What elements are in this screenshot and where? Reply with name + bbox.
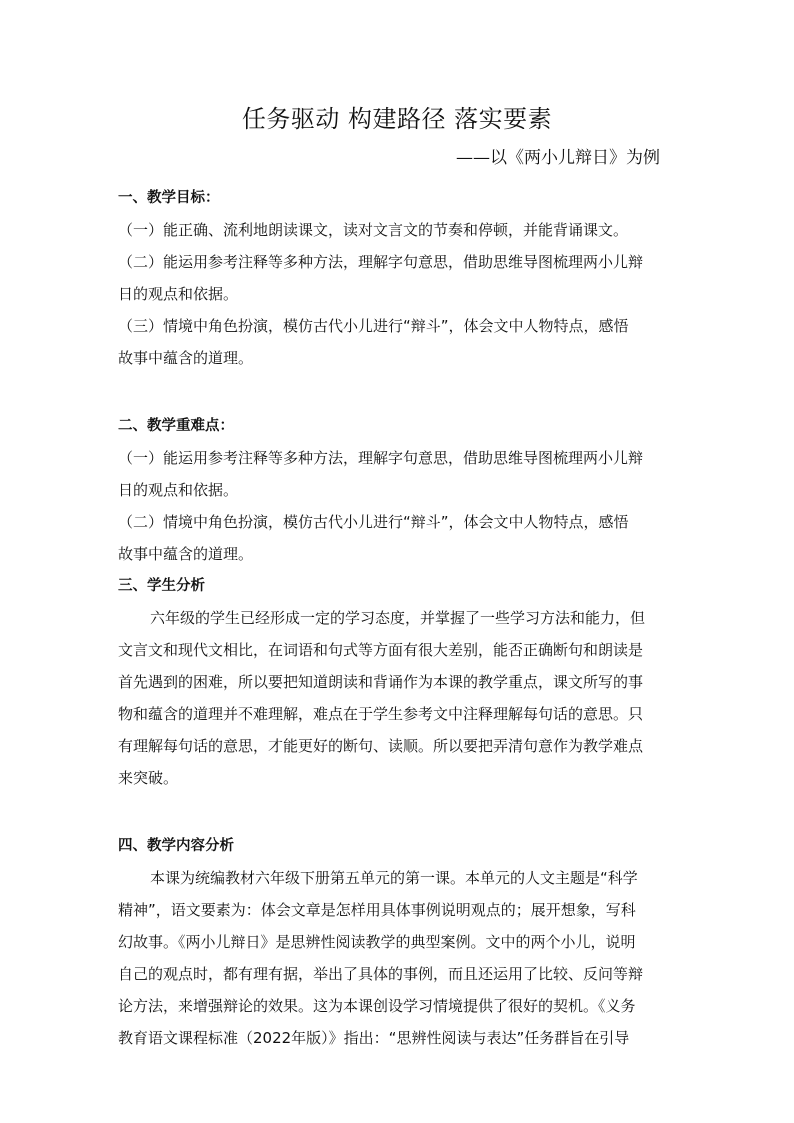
paragraph-line: （一）能正确、流利地朗读课文，读对文言文的节奏和停顿，并能背诵课文。 — [118, 221, 629, 239]
paragraph-line: 论方法，来增强辩论的效果。这为本课创设学习情境提供了很好的契机。《义务 — [118, 997, 636, 1015]
document-title: 任务驱动 构建路径 落实要素 — [241, 105, 553, 133]
section-teaching-goals — [118, 182, 678, 374]
paragraph-line: 六年级的学生已经形成一定的学习态度，并掌握了一些学习方法和能力，但 — [150, 609, 646, 627]
paragraph-line: 本课为统编教材六年级下册第五单元的第一课。本单元的人文主题是“科学 — [150, 869, 638, 887]
paragraph-line: 日的观点和依据。 — [118, 285, 239, 303]
paragraph-line: （三）情境中角色扮演，模仿古代小儿进行“辩斗”，体会文中人物特点，感悟 — [118, 317, 629, 335]
section-student-analysis — [118, 570, 678, 794]
paragraph-line: 文言文和现代文相比，在词语和句式等方面有很大差别，能否正确断句和朗读是 — [118, 641, 644, 659]
paragraph-line: 来突破。 — [118, 769, 179, 787]
paragraph-line: 自己的观点时，都有理有据，举出了具体的事例，而且还运用了比较、反问等辩 — [118, 965, 644, 983]
paragraph-line: 故事中蕴含的道理。 — [118, 545, 254, 563]
paragraph-line: （二）情境中角色扮演，模仿古代小儿进行“辩斗”，体会文中人物特点，感悟 — [118, 513, 629, 531]
paragraph-line: （二）能运用参考注释等多种方法，理解字句意思，借助思维导图梳理两小儿辩 — [118, 253, 644, 271]
section-heading: 三、学生分析 — [118, 578, 205, 594]
paragraph-line: 首先遇到的困难，所以要把知道朗读和背诵作为本课的教学重点，课文所写的事 — [118, 673, 644, 691]
paragraph-line: 物和蕴含的道理并不难理解，难点在于学生参考文中注释理解每句话的意思。只 — [118, 705, 644, 723]
section-key-difficulties — [118, 410, 678, 570]
section-content-analysis — [118, 830, 678, 1054]
section-heading: 二、教学重难点： — [118, 418, 234, 434]
paragraph-line: 教育语文课程标准（2022年版）》指出：“思辨性阅读与表达”任务群旨在引导 — [118, 1029, 630, 1047]
paragraph-line: 有理解每句话的意思，才能更好的断句、读顺。所以要把弄清句意作为教学难点 — [118, 737, 644, 755]
paragraph-line: 故事中蕴含的道理。 — [118, 349, 254, 367]
document-subtitle: ——以《两小儿辩日》为例 — [456, 148, 660, 168]
section-heading: 一、教学目标： — [118, 190, 220, 206]
blank-line — [118, 794, 678, 830]
paragraph-line: （一）能运用参考注释等多种方法，理解字句意思，借助思维导图梳理两小儿辩 — [118, 449, 644, 467]
document-body — [118, 182, 678, 1054]
paragraph-line: 精神”，语文要素为：体会文章是怎样用具体事例说明观点的；展开想象，写科 — [118, 901, 636, 919]
paragraph-line: 幻故事。《两小儿辩日》是思辨性阅读教学的典型案例。文中的两个小儿，说明 — [118, 933, 636, 951]
paragraph-line: 日的观点和依据。 — [118, 481, 239, 499]
blank-line — [118, 374, 678, 410]
section-heading: 四、教学内容分析 — [118, 838, 234, 854]
